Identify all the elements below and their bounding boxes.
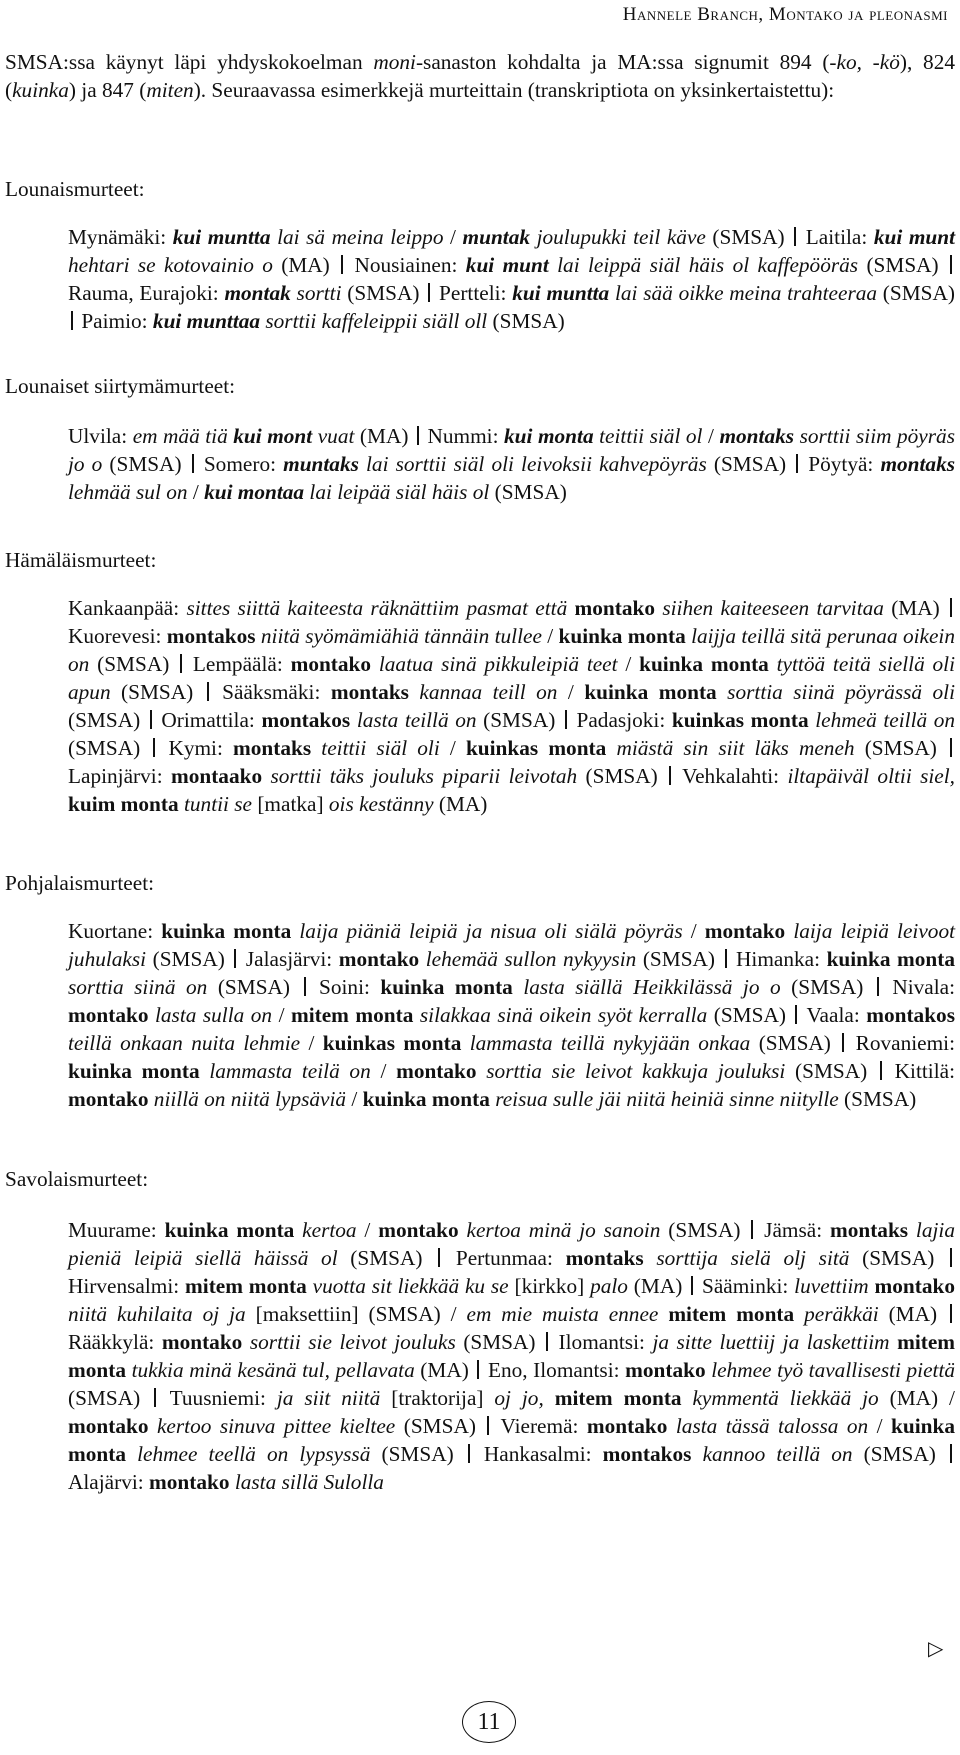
section-heading-hamalaismurteet: Hämäläismurteet: [5, 548, 157, 572]
examples-lounaiset-siirtymamurteet: Ulvila: em mää tiä kui mont vuat (MA) Nummi: kui monta teittii siäl ol / montaks sorttii siim pöyräs jo o (SMSA) Somero: muntaks lai sorttii siäl oli leivoksii kahvepöyräs (SMSA) Pöytyä: montaks lehmää sul on / kui montaa lai leipää siäl häis ol (SMSA) [68, 424, 956, 504]
examples-hamalaismurteet: Kankaanpää: sittes siittä kaiteesta räknättiim pasmat että montako siihen kaiteeseen tarvitaa (MA) Kuorevesi: montakos niitä syömämiähiä tännäin tullee / kuinka monta laijja teillä sitä perunaa oikein on (SMSA) Lempäälä: montako laatua sinä pikkuleipiä teet / kuinka monta tyttöä teitä siellä oli apun (SMSA) Sääksmäki: montaks kannaa teill on / kuinka monta sorttia siinä pöyrässä oli (SMSA) Orimattila: montakos lasta teillä on (SMSA) Padasjoki: kuinkas monta lehmeä teillä on (SMSA) Kymi: montaks teittii siäl oli / kuinkas monta miästä sin siit läks meneh (SMSA) Lapinjärvi: montaako sorttii täks jouluks piparii leivotah (SMSA) Vehkalahti: iltapäiväl oltii siel, kuim monta tuntii se [matka] ois kestänny (MA) [68, 596, 956, 816]
examples-savolaismurteet: Muurame: kuinka monta kertoa / montako kertoa minä jo sanoin (SMSA) Jämsä: montaks lajia pieniä leipiä siellä häissä ol (SMSA) Pertunmaa: montaks sorttija sielä olj sitä (SMSA) Hirvensalmi: mitem monta vuotta sit liekkää ku se [kirkko] palo (MA) Sääminki: luvettiim montako niitä kuhilaita oj ja [maksettiin] (SMSA) / em mie muista ennee mitem monta peräkkäi (MA) Rääkkylä: montako sorttii sie leivot jouluks (SMSA) Ilomantsi: ja sitte luettiij ja laskettiim mitem monta tukkia minä kesänä tul, pellavata (MA) Eno, Ilomantsi: montako lehmee työ tavallisesti piettä (SMSA) Tuusniemi: ja siit niitä [traktorija] oj jo, mitem monta kymmentä liekkää jo (MA) / montako kertoo sinuva pittee kieltee (SMSA) Vieremä: montako lasta tässä talossa on / kuinka monta lehmee teellä on lypsyssä (SMSA) Hankasalmi: montakos kannoo teillä on (SMSA) Alajärvi: montako lasta sillä Sulolla [68, 1218, 956, 1494]
continue-arrow-icon: ▷ [928, 1638, 944, 1660]
running-header: Hannele Branch, Montako ja pleonasmi [622, 4, 948, 25]
section-heading-lounaiset-siirtymamurteet: Lounaiset siirtymämurteet: [5, 374, 236, 398]
section-heading-lounaismurteet: Lounaismurteet: [5, 177, 145, 201]
section-heading-pohjalaismurteet: Pohjalaismurteet: [5, 871, 155, 895]
page-number: 11 [462, 1701, 516, 1743]
examples-lounaismurteet: Mynämäki: kui muntta lai sä meina leippo / muntak joulupukki teil käve (SMSA) Laitila: kui munt hehtari se kotovainio o (MA) Nousiainen: kui munt lai leippä siäl häis ol kaffepööräs (SMSA) Rauma, Eurajoki: montak sortti (SMSA) Pertteli: kui muntta lai sää oikke meina trahteeraa (SMSA) Paimio: kui munttaa sorttii kaffeleippii siäll oll (SMSA) [68, 225, 956, 333]
intro-paragraph: SMSA:ssa käynyt läpi yhdyskokoelman moni-sanaston kohdalta ja MA:ssa signumit 894 (-ko, -kö), 824 (kuinka) ja 847 (miten). Seuraavassa esimerkkejä murteittain (transkriptiota on yksinkertaistettu): [5, 50, 955, 102]
section-heading-savolaismurteet: Savolaismurteet: [5, 1167, 149, 1191]
examples-pohjalaismurteet: Kuortane: kuinka monta laija piäniä leipiä ja nisua oli siälä pöyräs / montako laija leipiä leivoot juhulaksi (SMSA) Jalasjärvi: montako lehemää sullon nykyysin (SMSA) Himanka: kuinka monta sorttia siinä on (SMSA) Soini: kuinka monta lasta siällä Heikkilässä jo o (SMSA) Nivala: montako lasta sulla on / mitem monta silakkaa sinä oikein syöt kerralla (SMSA) Vaala: montakos teillä onkaan nuita lehmie / kuinkas monta lammasta teillä nykyjään onkaa (SMSA) Rovaniemi: kuinka monta lammasta teilä on / montako sorttia sie leivot kakkuja jouluksi (SMSA) Kittilä: montako niillä on niitä lypsäviä / kuinka monta reisua sulle jäi niitä heiniä sinne niitylle (SMSA) [68, 919, 956, 1111]
